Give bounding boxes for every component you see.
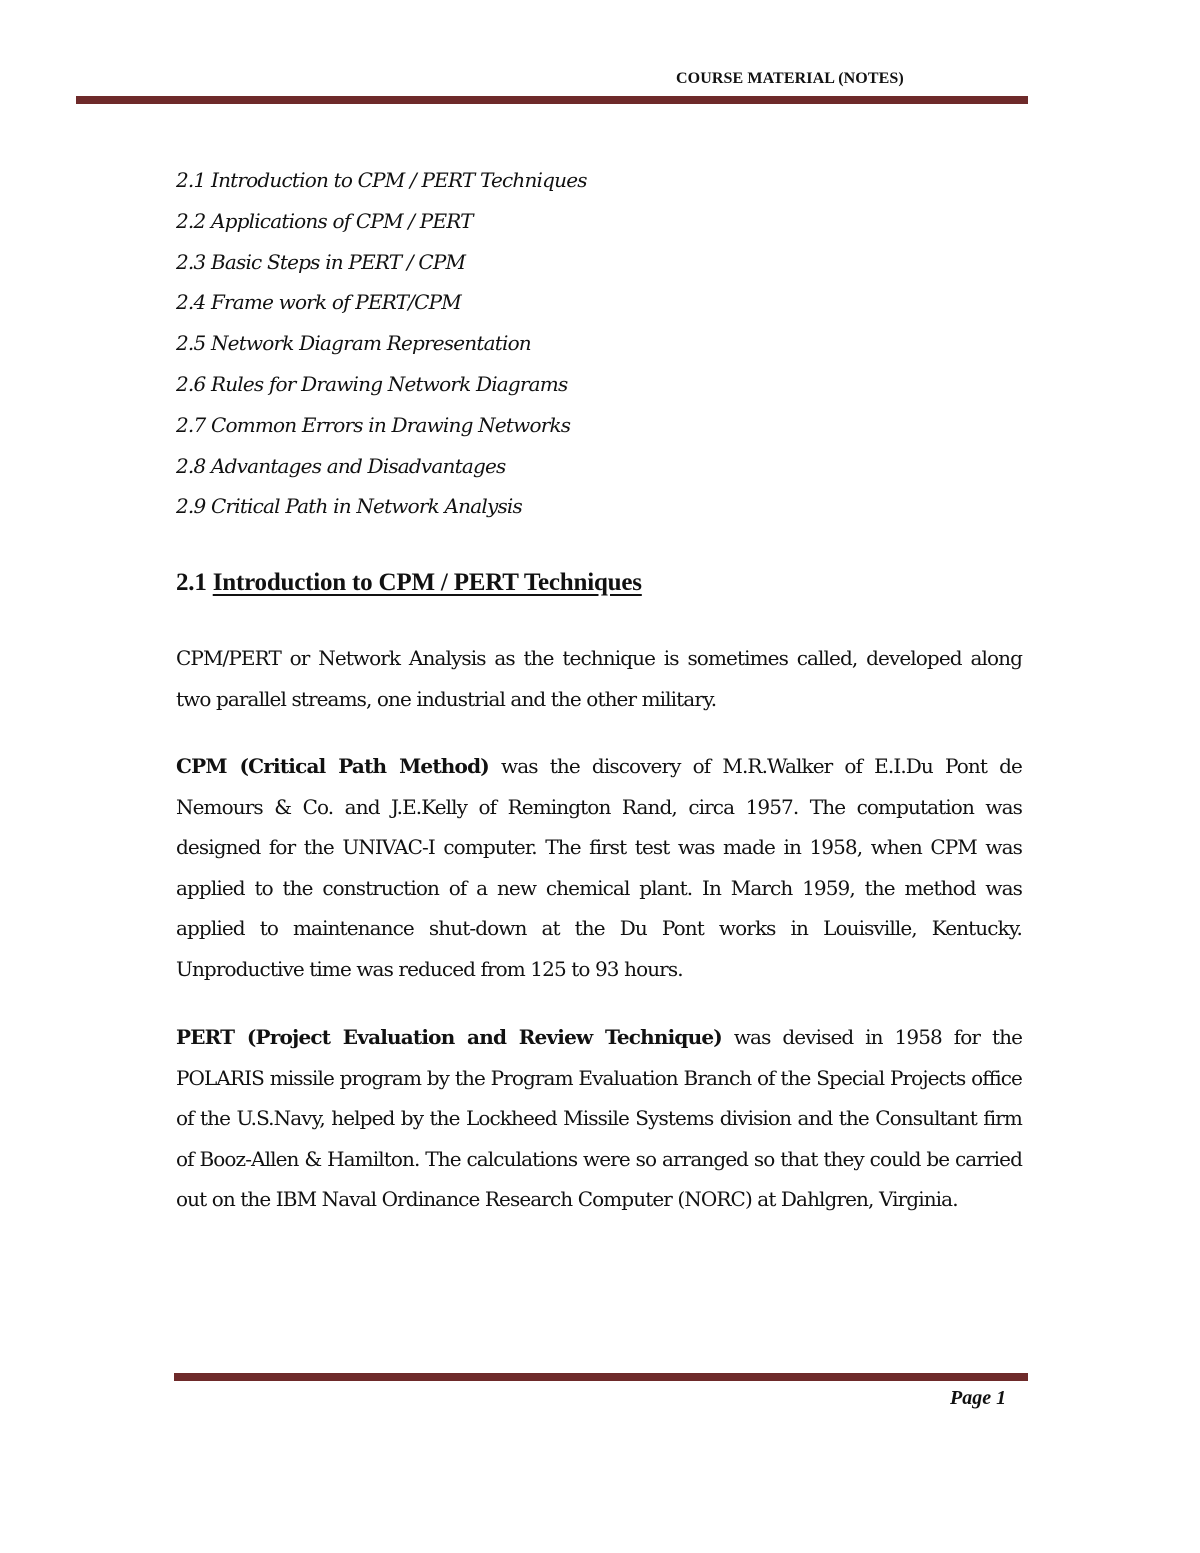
toc-item: 2.5 Network Diagram Representation [176,331,531,356]
paragraph-cpm [176,746,1022,990]
paragraph-cpm-body: was the discovery of M.R.Walker of E.I.Du Pont de Nemours & Co. and J.E.Kelly of Remington Rand, circa 1957. The computation was designed for the UNIVAC-I computer. The first test was made in 1958, when CPM was applied to the construction of a new chemical plant. In March 1959, the method was applied to maintenance shut-down at the Du Pont works in Louisville, Kentucky. Unproductive time was reduced from 125 to 93 hours. [176,754,1022,981]
section-title: Introduction to CPM / PERT Techniques [212,569,642,596]
section-heading [176,569,642,597]
paragraph-pert-body: was devised in 1958 for the POLARIS missile program by the Program Evaluation Branch of the Special Projects office of the U.S.Navy, helped by the Lockheed Missile Systems division and the Consultant firm of Booz-Allen & Hamilton. The calculations were so arranged so that they could be carried out on the IBM Naval Ordinance Research Computer (NORC) at Dahlgren, Virginia. [176,1025,1023,1212]
toc-item: 2.7 Common Errors in Drawing Networks [176,412,571,437]
paragraph-pert [176,1017,1022,1220]
toc-item: 2.1 Introduction to CPM / PERT Techniques [176,168,587,192]
paragraph-cpm-lead: CPM (Critical Path Method) [176,754,489,778]
paragraph-intro: CPM/PERT or Network Analysis as the technique is sometimes called, developed along two parallel streams, one industrial and the other military. [176,646,1022,711]
toc-item: 2.8 Advantages and Disadvantages [176,453,506,478]
section-number: 2.1 [176,569,207,596]
header-label: COURSE MATERIAL (NOTES) [676,70,904,87]
paragraph-pert-lead: PERT (Project Evaluation and Review Technique) [176,1025,722,1049]
toc-item: 2.3 Basic Steps in PERT / CPM [176,249,466,274]
page-number: Page 1 [950,1387,1007,1409]
toc-item: 2.6 Rules for Drawing Network Diagrams [176,371,568,396]
table-of-contents [176,160,876,527]
toc-item: 2.4 Frame work of PERT/CPM [176,290,461,315]
toc-item: 2.2 Applications of CPM / PERT [176,208,473,233]
toc-item: 2.9 Critical Path in Network Analysis [176,494,522,519]
header-rule [76,96,1028,104]
footer-rule [174,1373,1028,1381]
